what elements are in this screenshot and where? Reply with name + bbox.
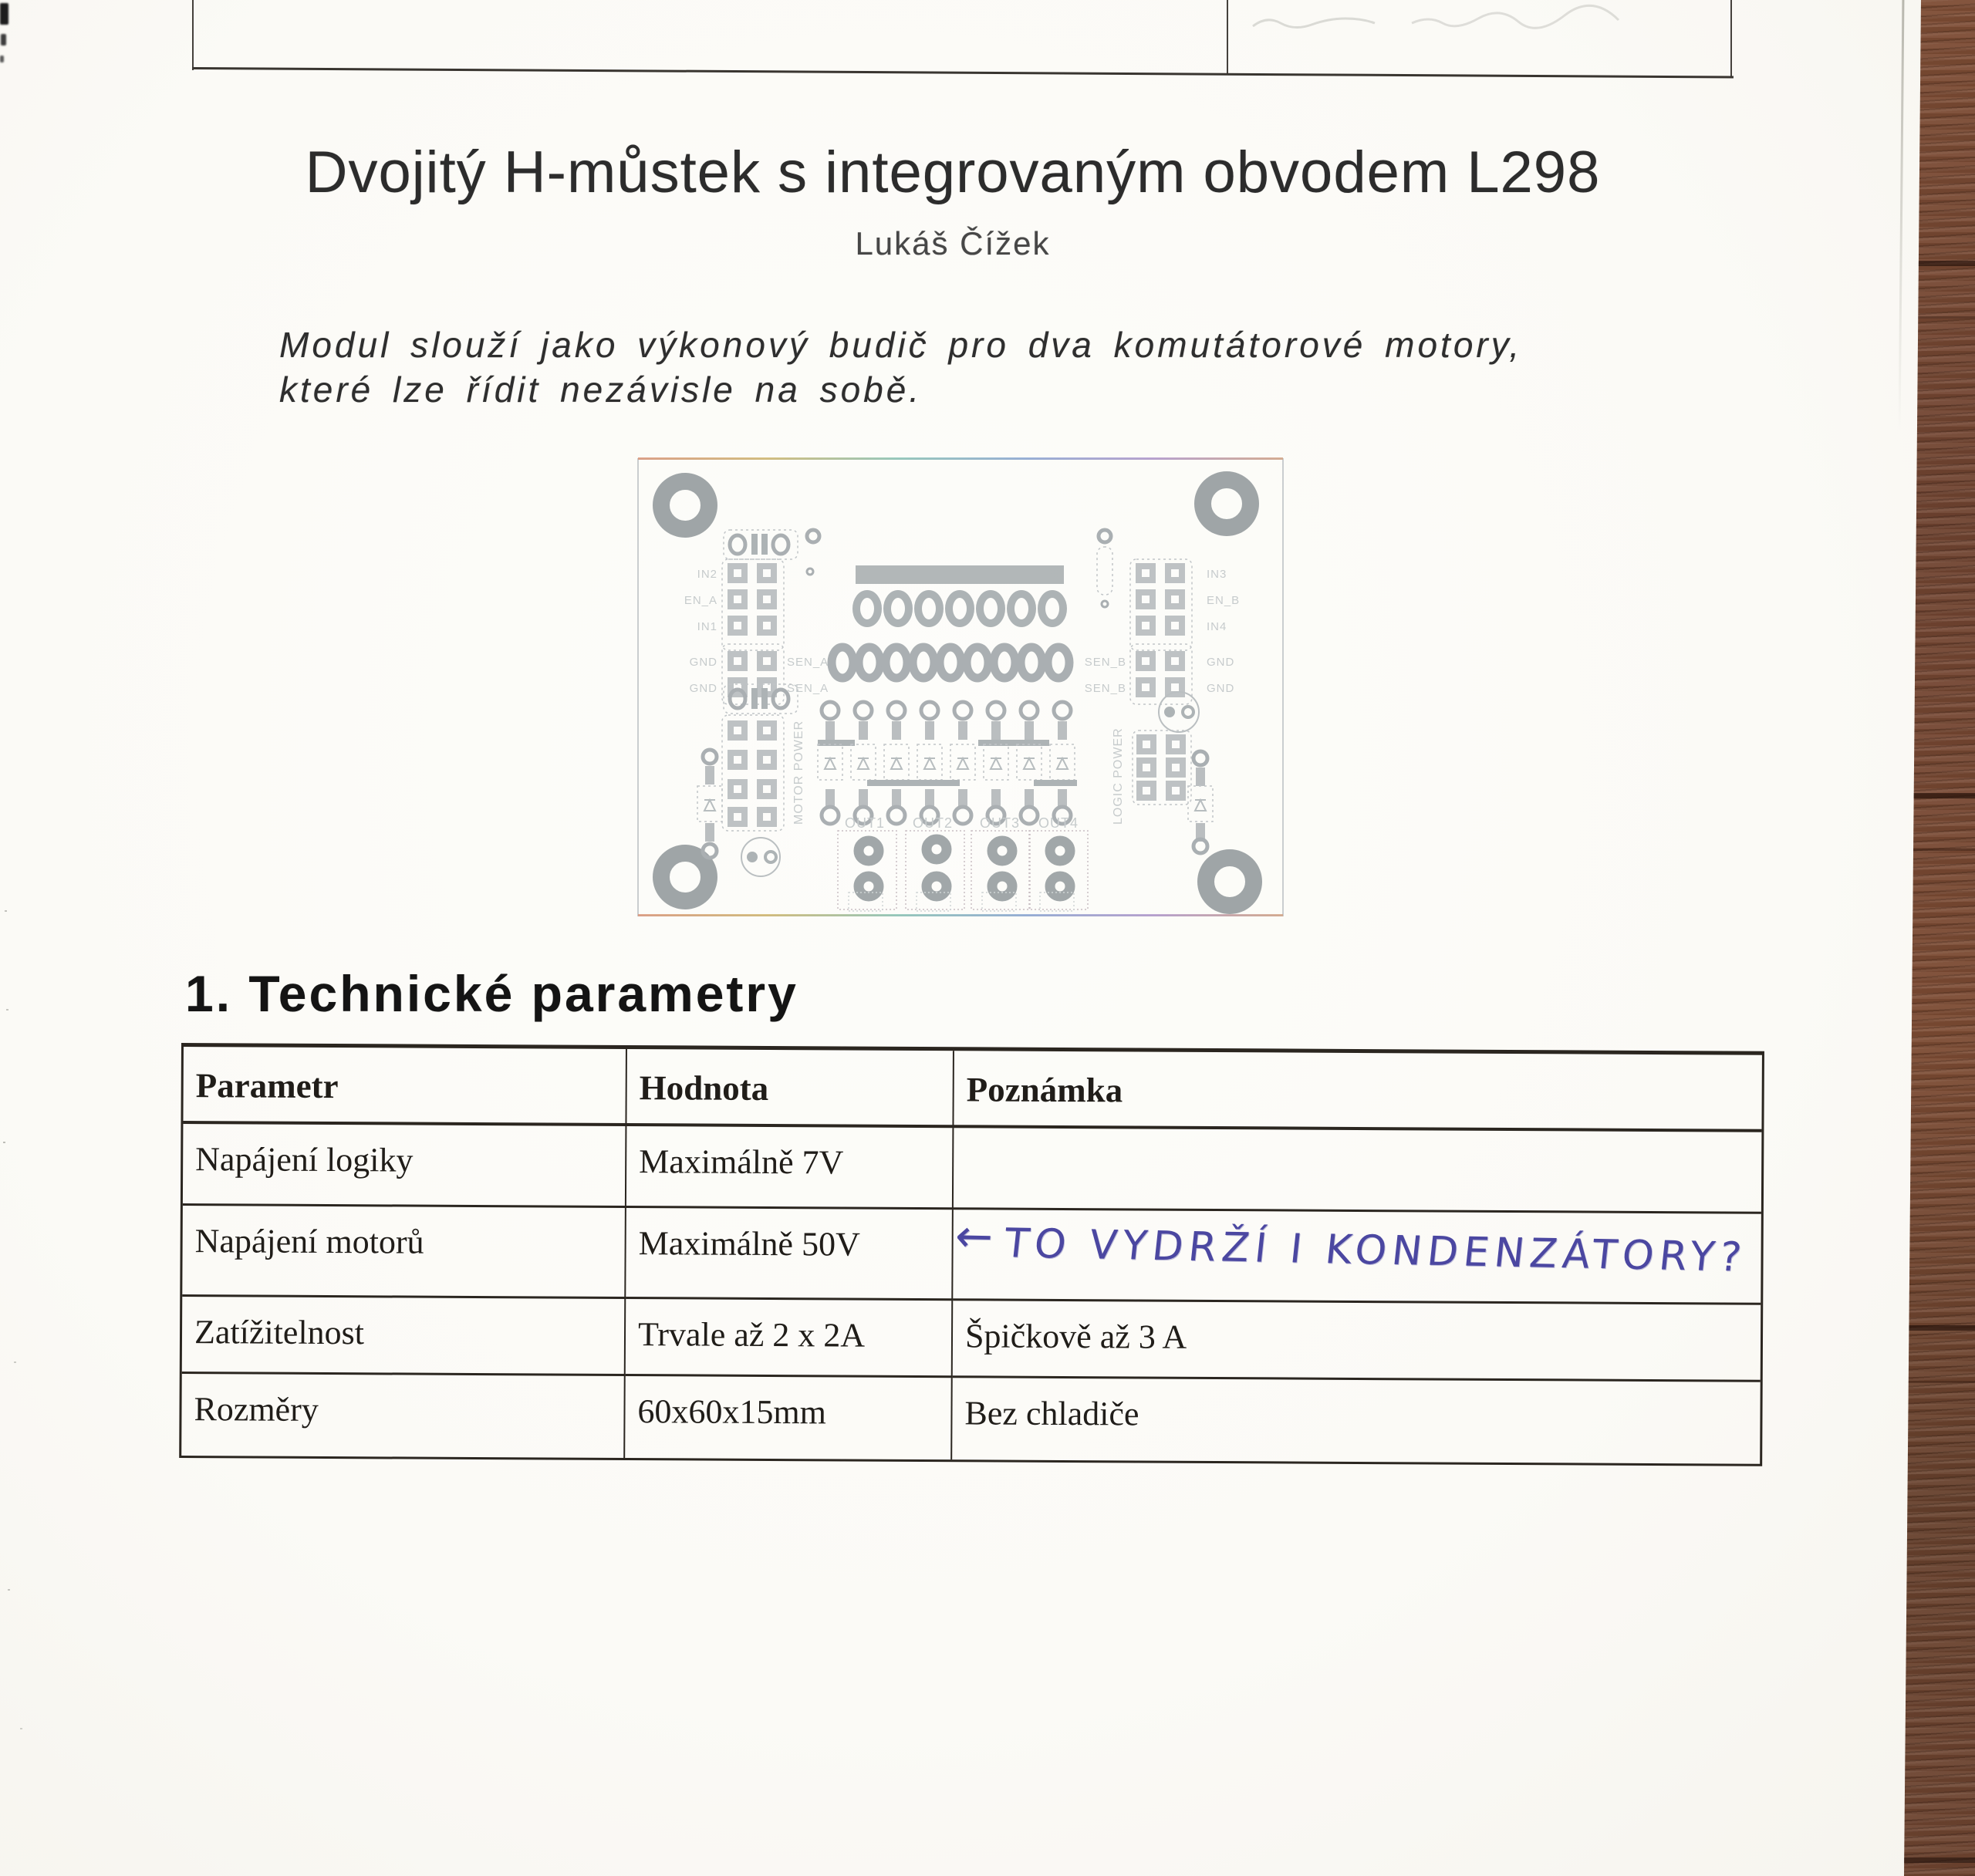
table-header-parametr: Parametr bbox=[183, 1047, 627, 1126]
pcb-label-out2: OUT2 bbox=[912, 815, 954, 831]
pcb-label-gnd: GND bbox=[1207, 656, 1235, 669]
pcb-label-in2: IN2 bbox=[697, 568, 717, 581]
table-cell: Rozměry bbox=[181, 1374, 626, 1458]
topbox-column-divider bbox=[1227, 0, 1228, 74]
pcb-label-out4: OUT4 bbox=[1038, 815, 1079, 831]
table-header-poznamka: Poznámka bbox=[954, 1051, 1762, 1132]
handwritten-text: TO VYDRŽÍ I KONDENZÁTORY? bbox=[1001, 1220, 1750, 1281]
section-heading: 1. Technické parametry bbox=[185, 965, 798, 1022]
pcb-label-sen-b: SEN_B bbox=[1084, 656, 1126, 669]
table-cell: Trvale až 2 x 2A bbox=[626, 1299, 954, 1378]
pcb-label-gnd: GND bbox=[689, 656, 717, 669]
intro-line-2: které lze řídit nezávisle na sobě. bbox=[279, 369, 923, 410]
pcb-label-logic-power: LOGIC POWER bbox=[1112, 727, 1125, 825]
document-author: Lukáš Čížek bbox=[855, 225, 1051, 261]
table-cell: Špičkově až 3 A bbox=[953, 1301, 1761, 1382]
table-cell: Bez chladiče bbox=[964, 1394, 1139, 1433]
wood-plank-gaps bbox=[1901, 0, 1975, 1876]
document-title: Dvojitý H-můstek s integrovaným obvodem L298 bbox=[305, 140, 1601, 205]
pcb-label-motor-power: MOTOR POWER bbox=[792, 720, 805, 825]
scan-artifact-smudge bbox=[0, 3, 8, 25]
topbox-left-border bbox=[192, 0, 194, 70]
table-cell: Maximálně 50V bbox=[626, 1208, 954, 1301]
pcb-label-en-a: EN_A bbox=[684, 594, 717, 607]
faint-pencil-marks bbox=[1250, 3, 1682, 46]
pcb-label-in1: IN1 bbox=[697, 620, 717, 633]
paper-edge-shadow bbox=[1899, 0, 1905, 432]
scan-dust-specks bbox=[5, 910, 7, 912]
table-cell: Zatížitelnost bbox=[182, 1297, 626, 1376]
pcb-layout-diagram bbox=[636, 456, 1285, 919]
scan-artifact-smudge bbox=[0, 56, 4, 62]
pcb-label-sen-a: SEN_A bbox=[787, 656, 829, 669]
table-cell: Napájení motorů bbox=[182, 1206, 626, 1299]
pcb-label-sen-a: SEN_A bbox=[787, 682, 829, 695]
pcb-label-in3: IN3 bbox=[1207, 568, 1227, 581]
pcb-label-in4: IN4 bbox=[1207, 620, 1227, 633]
intro-paragraph bbox=[279, 322, 1522, 412]
pcb-label-gnd: GND bbox=[689, 682, 717, 695]
table-cell: Maximálně 7V bbox=[626, 1126, 954, 1210]
pcb-label-out1: OUT1 bbox=[844, 815, 886, 831]
pcb-label-en-b: EN_B bbox=[1207, 594, 1241, 607]
wooden-desk-background bbox=[1901, 0, 1975, 1876]
scan-artifact-smudge bbox=[1, 34, 6, 46]
table-cell bbox=[954, 1128, 1762, 1213]
table-cell: 60x60x15mm bbox=[625, 1376, 953, 1459]
table-cell: Napájení logiky bbox=[183, 1124, 627, 1208]
pcb-label-sen-b: SEN_B bbox=[1084, 682, 1126, 695]
table-header-hodnota: Hodnota bbox=[626, 1049, 954, 1128]
pcb-label-gnd: GND bbox=[1207, 682, 1235, 695]
pcb-label-out3: OUT3 bbox=[979, 815, 1021, 831]
intro-line-1: Modul slouží jako výkonový budič pro dva komutátorové motory, bbox=[279, 325, 1523, 365]
topbox-right-border bbox=[1730, 0, 1732, 77]
topbox-bottom-border bbox=[192, 67, 1734, 79]
left-arrow-glyph: ← bbox=[952, 1210, 996, 1263]
